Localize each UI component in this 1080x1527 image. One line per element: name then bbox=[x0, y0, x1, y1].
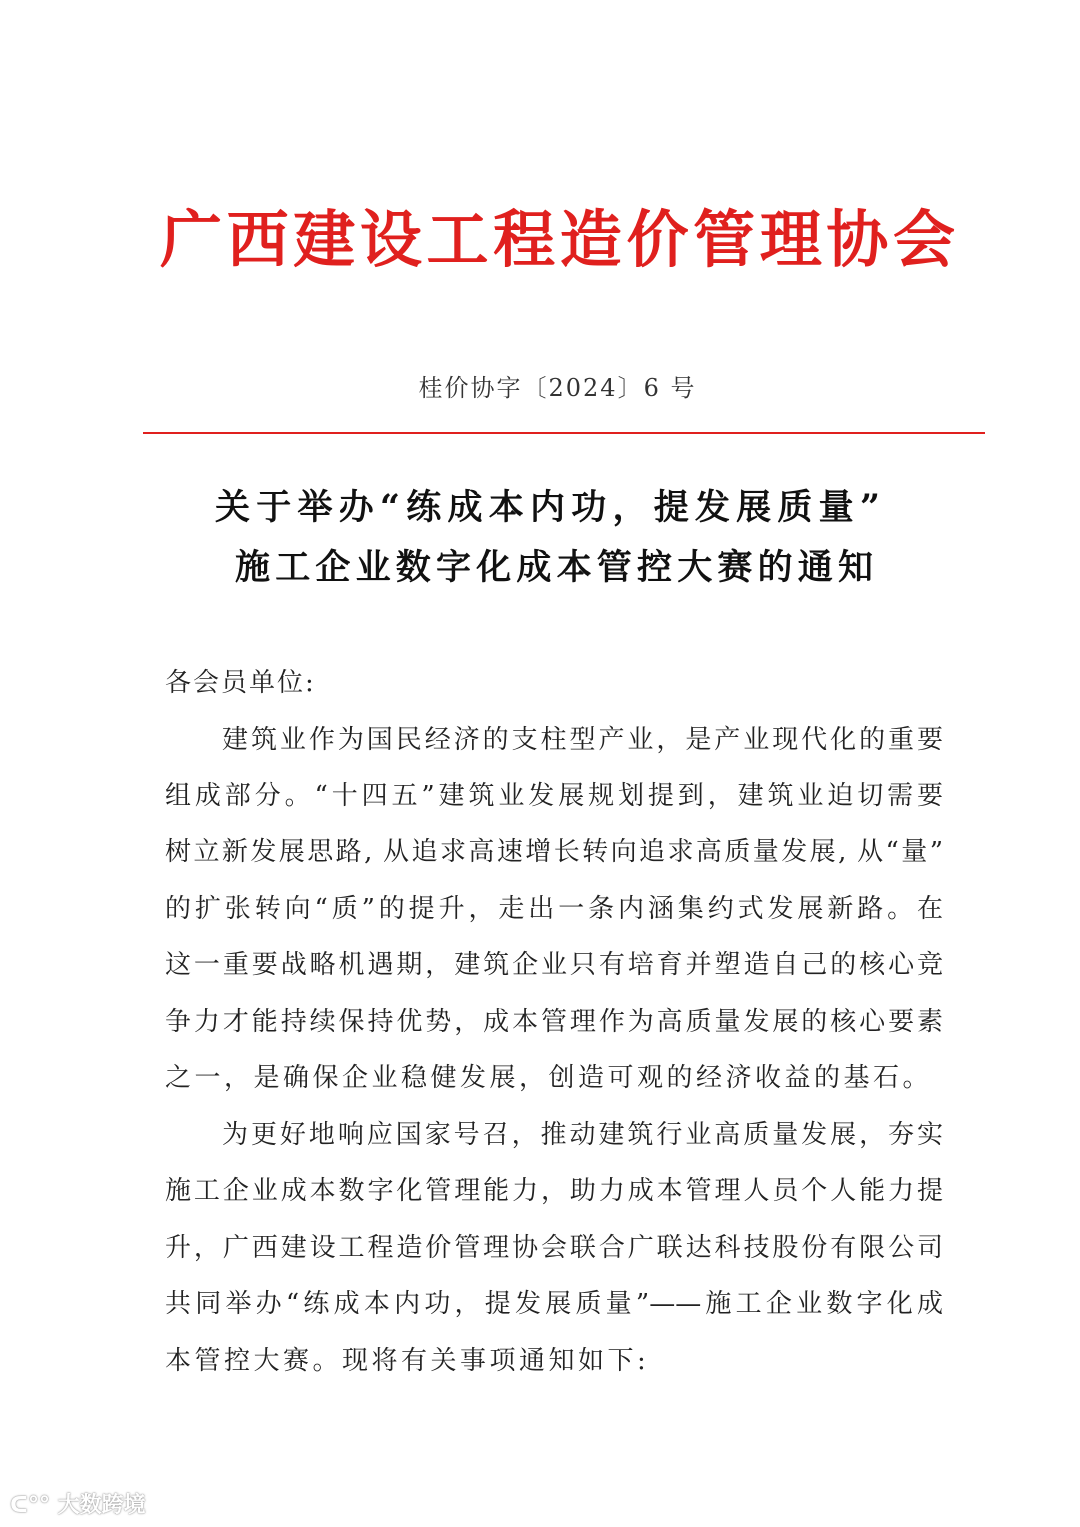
body-line: 本管控大赛。现将有关事项通知如下: bbox=[165, 1346, 650, 1376]
organization-letterhead: 广西建设工程造价管理协会 bbox=[160, 203, 955, 276]
body-line: 建筑业作为国民经济的支柱型产业，是产业现代化的重要 bbox=[222, 725, 943, 755]
notice-title-line-2: 施工企业数字化成本管控大赛的通知 bbox=[235, 547, 873, 588]
body-line: 这一重要战略机遇期，建筑企业只有培育并塑造自己的核心竞 bbox=[165, 950, 943, 980]
watermark-logo-icon: ᑕ°° bbox=[10, 1493, 58, 1518]
body-line: 争力才能持续保持优势，成本管理作为高质量发展的核心要素 bbox=[165, 1007, 943, 1037]
body-line: 之一，是确保企业稳健发展，创造可观的经济收益的基石。 bbox=[165, 1063, 933, 1093]
body-line: 组成部分。“十四五”建筑业发展规划提到，建筑业迫切需要 bbox=[165, 781, 943, 811]
body-line: 为更好地响应国家号召，推动建筑行业高质量发展，夯实 bbox=[222, 1120, 943, 1150]
watermark-text: 大数跨境 bbox=[57, 1493, 146, 1518]
body-line: 的扩张转向“质”的提升，走出一条内涵集约式发展新路。在 bbox=[165, 894, 943, 924]
body-line: 升，广西建设工程造价管理协会联合广联达科技股份有限公司 bbox=[165, 1233, 943, 1263]
document-number: 桂价协字〔2024〕6 号 bbox=[418, 374, 697, 402]
notice-title-line-1: 关于举办“练成本内功，提发展质量” bbox=[215, 487, 880, 528]
body-line: 施工企业成本数字化管理能力，助力成本管理人员个人能力提 bbox=[165, 1176, 943, 1206]
red-divider bbox=[143, 432, 985, 434]
salutation: 各会员单位: bbox=[165, 668, 316, 698]
watermark bbox=[10, 1488, 146, 1519]
body-line: 共同举办“练成本内功，提发展质量”——施工企业数字化成 bbox=[165, 1289, 943, 1319]
body-line: 树立新发展思路, 从追求高速增长转向追求高质量发展, 从“量” bbox=[165, 837, 943, 867]
